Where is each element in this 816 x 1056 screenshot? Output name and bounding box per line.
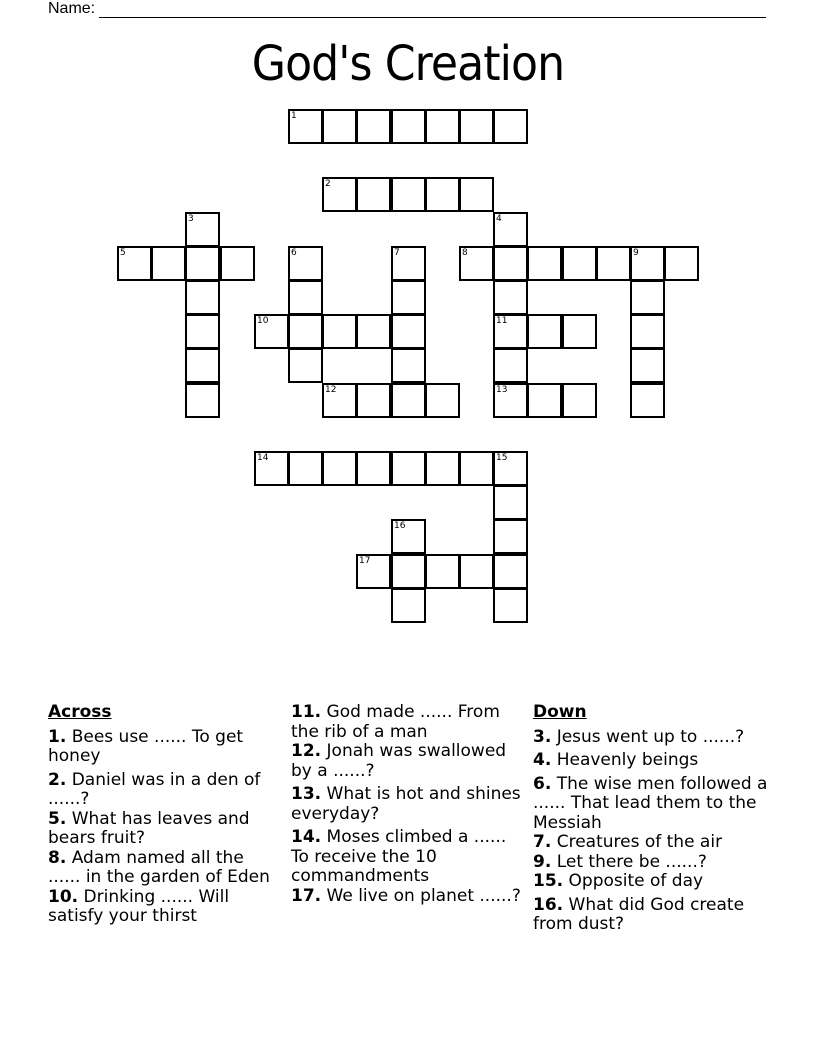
grid-cell[interactable]: [459, 451, 494, 486]
grid-cell[interactable]: [288, 314, 323, 349]
grid-cell[interactable]: [356, 177, 391, 212]
grid-cell[interactable]: [630, 280, 665, 315]
clue-across-5: 5. What has leaves and bears fruit?: [48, 808, 250, 848]
clue-across-2: 2. Daniel was in a den of ......?: [48, 769, 261, 809]
grid-cell[interactable]: [493, 212, 528, 247]
grid-cell[interactable]: [493, 280, 528, 315]
clue-across-14: 14. Moses climbed a ...... To receive the 10 commandments: [291, 827, 507, 886]
clue-down-16: 16. What did God create from dust?: [533, 894, 745, 934]
clue-number: 17: [359, 556, 371, 566]
grid-cell[interactable]: [322, 177, 357, 212]
clue-number: 4: [496, 214, 502, 224]
grid-cell[interactable]: [391, 246, 426, 281]
clue-number: 10: [257, 316, 269, 326]
name-label: Name:: [48, 0, 96, 17]
clue-number: 16: [394, 521, 406, 531]
grid-cell[interactable]: [630, 348, 665, 383]
grid-cell[interactable]: [493, 246, 528, 281]
clue-number: 2: [325, 179, 331, 189]
grid-cell[interactable]: [459, 109, 494, 144]
grid-cell[interactable]: [391, 383, 426, 418]
clue-number: 6: [291, 248, 297, 258]
grid-cell[interactable]: [288, 280, 323, 315]
clue-number: 9: [633, 248, 639, 258]
grid-cell[interactable]: [322, 383, 357, 418]
grid-cell[interactable]: [630, 314, 665, 349]
clue-number: 11: [496, 316, 508, 326]
clue-number: 12: [325, 385, 337, 395]
grid-cell[interactable]: [527, 246, 562, 281]
grid-cell[interactable]: [493, 588, 528, 623]
clue-across-8: 8. Adam named all the ...... in the garden of Eden: [48, 847, 270, 887]
across-heading: Across: [48, 702, 112, 722]
grid-cell[interactable]: [425, 383, 460, 418]
clue-number: 8: [462, 248, 468, 258]
grid-cell[interactable]: [185, 212, 220, 247]
grid-cell[interactable]: [322, 109, 357, 144]
clue-across-11: 11. God made ...... From the rib of a man: [291, 702, 500, 742]
clue-across-10: 10. Drinking ...... Will satisfy your thirst: [48, 886, 230, 926]
grid-cell[interactable]: [630, 246, 665, 281]
grid-cell[interactable]: [562, 383, 597, 418]
grid-cell[interactable]: [356, 383, 391, 418]
grid-cell[interactable]: [356, 314, 391, 349]
grid-cell[interactable]: [596, 246, 631, 281]
grid-cell[interactable]: [356, 554, 391, 589]
grid-cell[interactable]: [185, 246, 220, 281]
grid-cell[interactable]: [254, 451, 289, 486]
clue-across-13: 13. What is hot and shines everyday?: [291, 784, 521, 824]
grid-cell[interactable]: [185, 314, 220, 349]
grid-cell[interactable]: [493, 485, 528, 520]
grid-cell[interactable]: [493, 314, 528, 349]
across-clues-column-1: [48, 703, 280, 927]
grid-cell[interactable]: [288, 348, 323, 383]
grid-cell[interactable]: [459, 246, 494, 281]
clue-down-3: 3. Jesus went up to ......?: [533, 726, 745, 747]
grid-cell[interactable]: [562, 314, 597, 349]
grid-cell[interactable]: [493, 109, 528, 144]
grid-cell[interactable]: [391, 348, 426, 383]
clue-number: 7: [394, 248, 400, 258]
grid-cell[interactable]: [391, 314, 426, 349]
clue-number: 5: [120, 248, 126, 258]
grid-cell[interactable]: [493, 519, 528, 554]
clue-across-1: 1. Bees use ...... To get honey: [48, 726, 244, 766]
grid-cell[interactable]: [356, 109, 391, 144]
clue-down-7: 7. Creatures of the air: [533, 832, 723, 852]
clue-number: 3: [188, 214, 194, 224]
grid-cell[interactable]: [322, 451, 357, 486]
clue-across-17: 17. We live on planet ......?: [291, 885, 521, 906]
grid-cell[interactable]: [356, 451, 391, 486]
clue-down-4: 4. Heavenly beings: [533, 750, 699, 770]
down-clues-column: [533, 703, 773, 935]
clue-down-9: 9. Let there be ......?: [533, 851, 707, 872]
page-title: God's Creation: [251, 36, 565, 92]
grid-cell[interactable]: [254, 314, 289, 349]
grid-cell[interactable]: [493, 383, 528, 418]
grid-cell[interactable]: [185, 348, 220, 383]
grid-cell[interactable]: [425, 177, 460, 212]
clue-number: 13: [496, 385, 508, 395]
grid-cell[interactable]: [425, 109, 460, 144]
grid-cell[interactable]: [151, 246, 186, 281]
clue-down-6: 6. The wise men followed a ...... That lead them to the Messiah: [533, 773, 768, 833]
grid-cell[interactable]: [493, 554, 528, 589]
across-clues-column-2: [291, 703, 523, 906]
grid-cell[interactable]: [288, 246, 323, 281]
grid-cell[interactable]: [493, 348, 528, 383]
clue-number: 15: [496, 453, 508, 463]
grid-cell[interactable]: [562, 246, 597, 281]
grid-cell[interactable]: [630, 383, 665, 418]
grid-cell[interactable]: [459, 554, 494, 589]
grid-cell[interactable]: [391, 451, 426, 486]
grid-cell[interactable]: [391, 280, 426, 315]
grid-cell[interactable]: [185, 280, 220, 315]
grid-cell[interactable]: [664, 246, 699, 281]
grid-cell[interactable]: [220, 246, 255, 281]
grid-cell[interactable]: [117, 246, 152, 281]
grid-cell[interactable]: [493, 451, 528, 486]
clue-down-15: 15. Opposite of day: [533, 871, 704, 891]
grid-cell[interactable]: [391, 519, 426, 554]
grid-cell[interactable]: [391, 588, 426, 623]
grid-cell[interactable]: [391, 109, 426, 144]
clue-across-12: 12. Jonah was swallowed by a ......?: [291, 741, 507, 781]
clue-number: 1: [291, 111, 297, 121]
grid-cell[interactable]: [527, 383, 562, 418]
grid-cell[interactable]: [288, 109, 323, 144]
grid-cell[interactable]: [425, 554, 460, 589]
grid-cell[interactable]: [391, 177, 426, 212]
grid-cell[interactable]: [391, 554, 426, 589]
clue-number: 14: [257, 453, 269, 463]
grid-cell[interactable]: [288, 451, 323, 486]
grid-cell[interactable]: [459, 177, 494, 212]
grid-cell[interactable]: [425, 451, 460, 486]
grid-cell[interactable]: [527, 314, 562, 349]
grid-cell[interactable]: [322, 314, 357, 349]
grid-cell[interactable]: [185, 383, 220, 418]
down-heading: Down: [533, 702, 587, 722]
